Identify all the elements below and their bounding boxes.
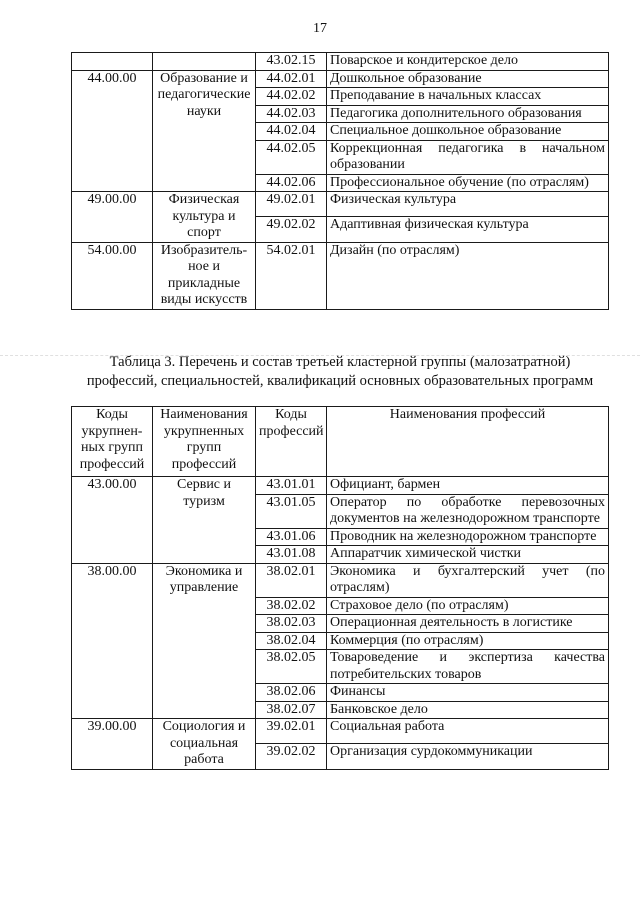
profession-name-cell: Банковское дело <box>327 701 609 719</box>
profession-code-cell: 44.02.06 <box>256 174 327 192</box>
group-name-cell <box>153 53 256 71</box>
specialties-table-continued <box>71 52 609 310</box>
group-code-cell: 44.00.00 <box>72 70 153 192</box>
group-code-cell: 54.00.00 <box>72 242 153 309</box>
group-code-cell <box>72 53 153 71</box>
profession-code-cell: 44.02.02 <box>256 88 327 106</box>
profession-code-cell: 43.01.06 <box>256 528 327 546</box>
profession-code-cell: 49.02.02 <box>256 217 327 242</box>
profession-name-cell: Организация сурдокоммуникации <box>327 744 609 769</box>
profession-name-cell: Экономика и бухгалтерский учет (по отраслям) <box>327 563 609 597</box>
profession-name-cell: Финансы <box>327 684 609 702</box>
profession-name-cell: Педагогика дополнительного образования <box>327 105 609 123</box>
group-name-cell: Социология и социальная работа <box>153 719 256 770</box>
profession-code-cell: 44.02.03 <box>256 105 327 123</box>
profession-code-cell: 43.02.15 <box>256 53 327 71</box>
caption-line-1: Таблица 3. Перечень и состав третьей кластерной группы (малозатратной) <box>109 354 571 370</box>
table3-body <box>72 477 609 770</box>
profession-name-cell: Дошкольное образование <box>327 70 609 88</box>
profession-code-cell: 39.02.02 <box>256 744 327 769</box>
header-profession-name: Наименования профессий <box>327 407 609 477</box>
table-row <box>72 563 609 597</box>
profession-name-cell: Оператор по обработке перевозочных документов на железнодорожном транспорте <box>327 494 609 528</box>
group-code-cell: 49.00.00 <box>72 192 153 243</box>
header-profession-code: Коды профессий <box>256 407 327 477</box>
table-row <box>72 53 609 71</box>
profession-name-cell: Коммерция (по отраслям) <box>327 632 609 650</box>
profession-code-cell: 39.02.01 <box>256 719 327 744</box>
profession-name-cell: Поварское и кондитерское дело <box>327 53 609 71</box>
profession-code-cell: 43.01.05 <box>256 494 327 528</box>
table3-professions <box>71 406 609 770</box>
table-row <box>72 719 609 744</box>
profession-name-cell: Аппаратчик химической чистки <box>327 546 609 564</box>
profession-code-cell: 38.02.04 <box>256 632 327 650</box>
group-code-cell: 38.00.00 <box>72 563 153 719</box>
profession-name-cell: Операционная деятельность в логистике <box>327 615 609 633</box>
group-name-cell: Физическая культура и спорт <box>153 192 256 243</box>
table3-header-row <box>72 407 609 477</box>
profession-code-cell: 38.02.03 <box>256 615 327 633</box>
group-name-cell: Сервис и туризм <box>153 477 256 564</box>
group-code-cell: 43.00.00 <box>72 477 153 564</box>
header-group-code: Коды укрупнен-ных групп профессий <box>72 407 153 477</box>
table3-caption <box>60 353 620 391</box>
profession-code-cell: 43.01.01 <box>256 477 327 495</box>
header-group-name: Наименования укрупненных групп профессий <box>153 407 256 477</box>
caption-line-2: профессий, специальностей, квалификаций основных образовательных программ <box>86 373 594 389</box>
profession-name-cell: Адаптивная физическая культура <box>327 217 609 242</box>
profession-name-cell: Профессиональное обучение (по отраслям) <box>327 174 609 192</box>
profession-name-cell: Проводник на железнодорожном транспорте <box>327 528 609 546</box>
table-row <box>72 192 609 217</box>
profession-code-cell: 44.02.01 <box>256 70 327 88</box>
profession-name-cell: Физическая культура <box>327 192 609 217</box>
profession-code-cell: 43.01.08 <box>256 546 327 564</box>
group-name-cell: Экономика и управление <box>153 563 256 719</box>
group-name-cell: Изобразитель-ное и прикладные виды искусств <box>153 242 256 309</box>
profession-code-cell: 38.02.02 <box>256 597 327 615</box>
profession-name-cell: Специальное дошкольное образование <box>327 123 609 141</box>
group-code-cell: 39.00.00 <box>72 719 153 770</box>
table-row <box>72 70 609 88</box>
page-number: 17 <box>313 21 327 36</box>
profession-code-cell: 49.02.01 <box>256 192 327 217</box>
profession-code-cell: 44.02.05 <box>256 140 327 174</box>
profession-name-cell: Официант, бармен <box>327 477 609 495</box>
profession-name-cell: Социальная работа <box>327 719 609 744</box>
profession-name-cell: Коррекционная педагогика в начальном образовании <box>327 140 609 174</box>
group-name-cell: Образование и педагогические науки <box>153 70 256 192</box>
profession-name-cell: Товароведение и экспертиза качества потребительских товаров <box>327 650 609 684</box>
table-row <box>72 242 609 309</box>
profession-code-cell: 44.02.04 <box>256 123 327 141</box>
table-row <box>72 477 609 495</box>
profession-name-cell: Страховое дело (по отраслям) <box>327 597 609 615</box>
profession-code-cell: 54.02.01 <box>256 242 327 309</box>
profession-code-cell: 38.02.05 <box>256 650 327 684</box>
profession-code-cell: 38.02.07 <box>256 701 327 719</box>
profession-name-cell: Преподавание в начальных классах <box>327 88 609 106</box>
table1-body <box>72 53 609 310</box>
profession-code-cell: 38.02.06 <box>256 684 327 702</box>
profession-code-cell: 38.02.01 <box>256 563 327 597</box>
profession-name-cell: Дизайн (по отраслям) <box>327 242 609 309</box>
